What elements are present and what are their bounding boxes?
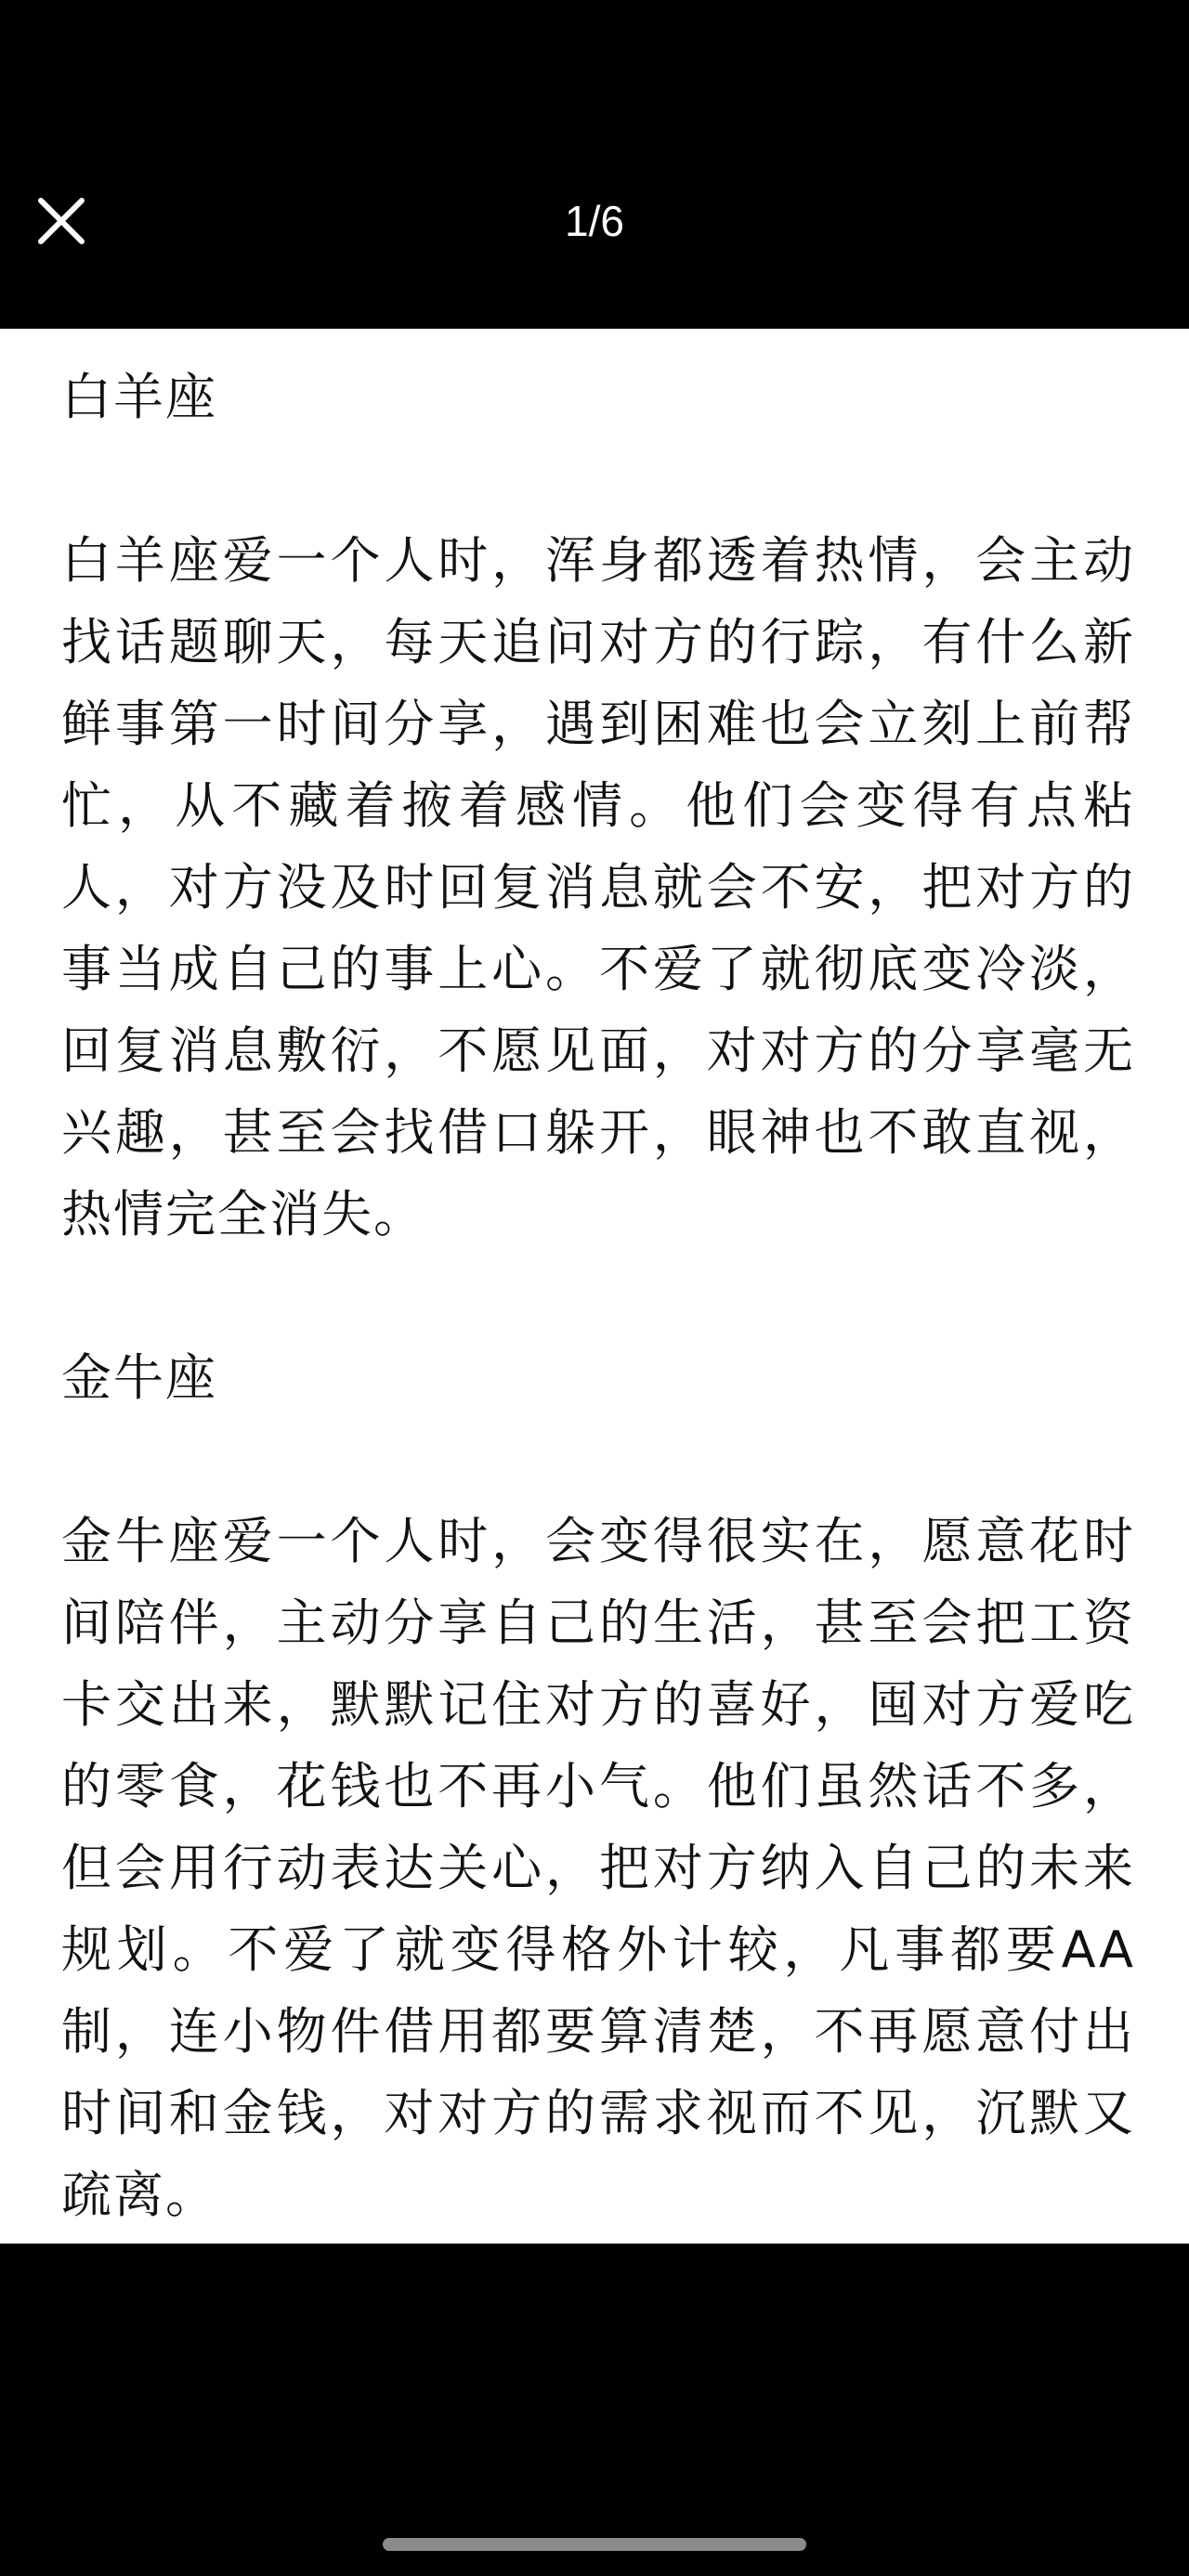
page-counter: 1/6 <box>565 197 624 245</box>
section-heading-aries: 白羊座 <box>61 368 217 426</box>
section-body-taurus: 金牛座爱一个人时，会变得很实在，愿意花时间陪伴，主动分享自己的生活，甚至会把工资卡交出来，默默记住对方的喜好，囤对方爱吃的零食，花钱也不再小气。他们虽然话不多，但会用行动表达关心，把对方纳入自己的未来规划。不爱了就变得格外计较，凡事都要AA制，连小物件借用都要算清楚，不再愿意付出时间和金钱，对对方的需求视而不见，沉默又疏离。 <box>61 1512 1135 2224</box>
viewer-header <box>0 0 1189 329</box>
image-page[interactable] <box>0 329 1189 2244</box>
section-heading-taurus: 金牛座 <box>61 1348 217 1407</box>
section-body-aries: 白羊座爱一个人时，浑身都透着热情，会主动找话题聊天，每天追问对方的行踪，有什么新鲜事第一时间分享，遇到困难也会立刻上前帮忙，从不藏着掖着感情。他们会变得有点粘人，对方没及时回复消息就会不安，把对方的事当成自己的事上心。不爱了就彻底变冷淡，回复消息敷衍，不愿见面，对对方的分享毫无兴趣，甚至会找借口躲开，眼神也不敢直视，热情完全消失。 <box>61 531 1135 1243</box>
home-indicator[interactable] <box>383 2538 806 2551</box>
